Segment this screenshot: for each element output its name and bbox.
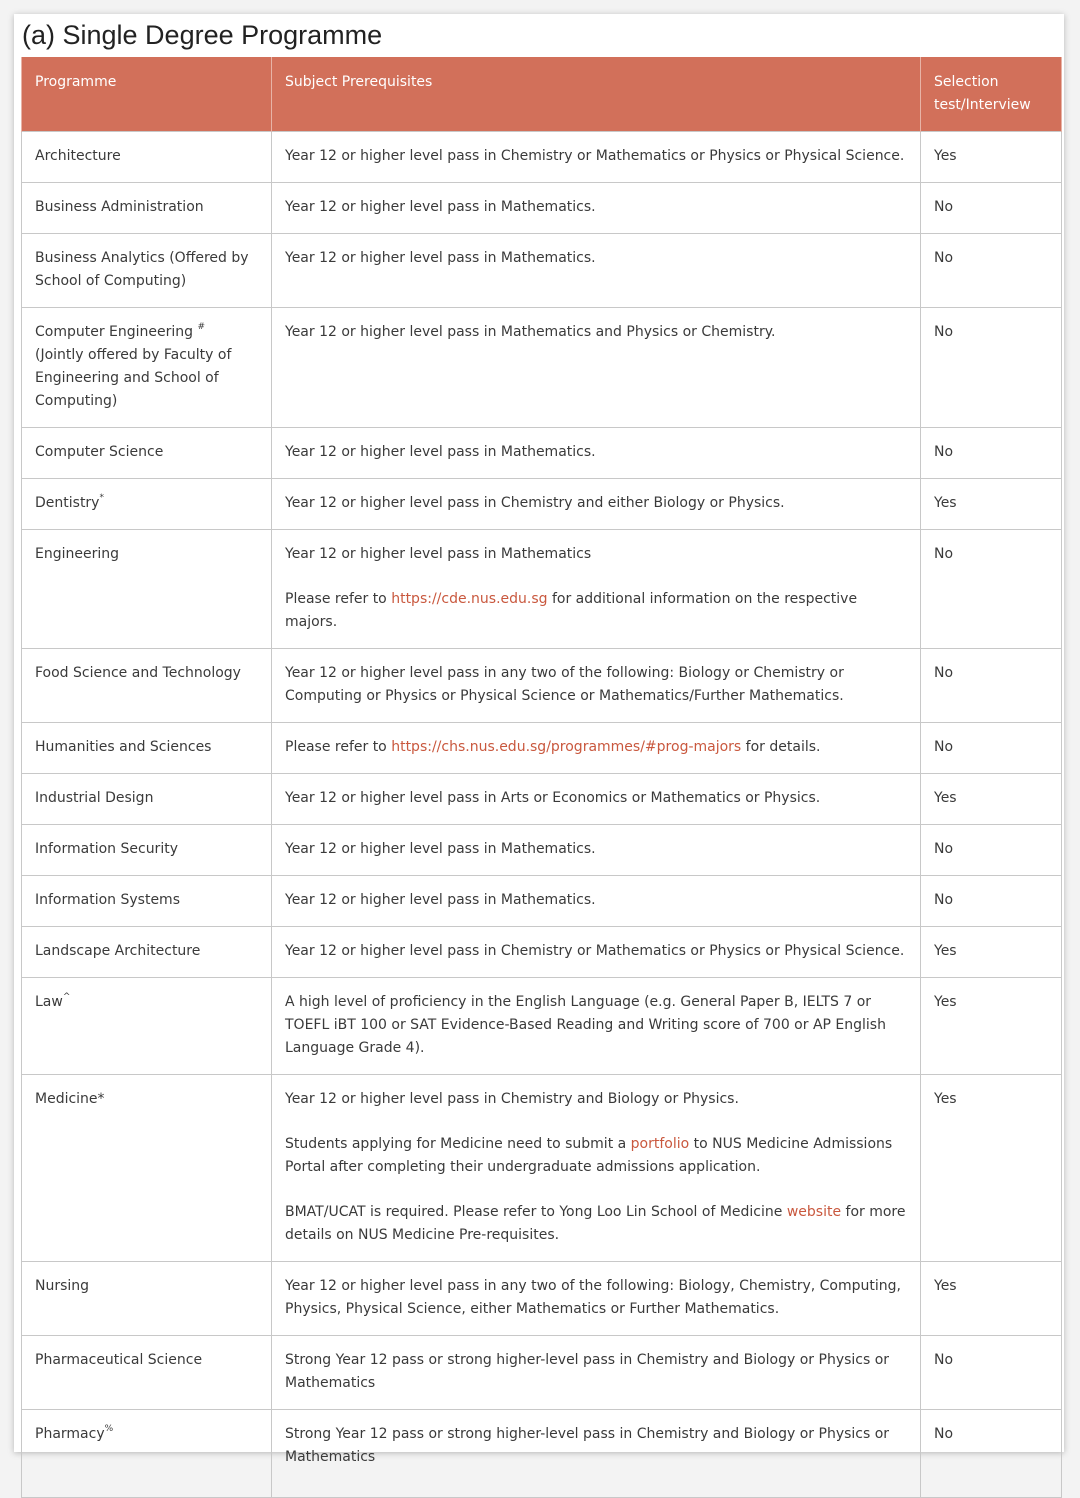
programme-cell <box>22 308 272 428</box>
programme-cell <box>22 234 272 308</box>
prerequisite-note <box>285 588 907 634</box>
table-row <box>22 1410 1062 1498</box>
selection-cell: No <box>921 876 1062 927</box>
prerequisite-text: Year 12 or higher level pass in any two of the following: Biology or Chemistry or Computing or Physics or Physical Science or Mathematics/Further Mathematics. <box>285 665 844 704</box>
selection-cell: No <box>921 183 1062 234</box>
table-header-row <box>22 57 1062 132</box>
prerequisite-cell <box>272 1075 921 1262</box>
footnote-mark: ^ <box>62 992 71 1002</box>
table-row <box>22 774 1062 825</box>
prerequisite-text: Year 12 or higher level pass in Chemistry and Biology or Physics. <box>285 1091 739 1107</box>
selection-cell: No <box>921 1410 1062 1498</box>
note-text: for additional information on the respective majors. <box>285 591 858 630</box>
prerequisite-cell <box>272 649 921 723</box>
prerequisite-text: Strong Year 12 pass or strong higher-level pass in Chemistry and Biology or Physics or Mathematics <box>285 1426 890 1465</box>
selection-cell: No <box>921 1336 1062 1410</box>
prerequisite-cell <box>272 1336 921 1410</box>
programme-name: Medicine* <box>35 1091 105 1107</box>
prerequisite-text: Strong Year 12 pass or strong higher-level pass in Chemistry and Biology or Physics or Mathematics <box>285 1352 890 1391</box>
programme-cell <box>22 183 272 234</box>
programme-cell <box>22 479 272 530</box>
prerequisite-text: Year 12 or higher level pass in Chemistry or Mathematics or Physics or Physical Science. <box>285 148 905 164</box>
footnote-mark: % <box>104 1424 114 1434</box>
cde-link[interactable]: https://cde.nus.edu.sg <box>391 591 548 607</box>
selection-cell: No <box>921 649 1062 723</box>
prerequisite-text: for details. <box>741 739 821 755</box>
prerequisite-cell <box>272 876 921 927</box>
footnote-mark: # <box>197 322 206 332</box>
programme-cell <box>22 723 272 774</box>
selection-cell: Yes <box>921 978 1062 1075</box>
prerequisite-cell <box>272 1262 921 1336</box>
selection-cell: No <box>921 428 1062 479</box>
prerequisite-text: Year 12 or higher level pass in Mathematics. <box>285 841 596 857</box>
prerequisite-text: Year 12 or higher level pass in Mathematics. <box>285 199 596 215</box>
prerequisite-cell <box>272 234 921 308</box>
programme-name: Business Administration <box>35 199 204 215</box>
prerequisite-cell <box>272 479 921 530</box>
note-text: for more details on NUS Medicine Pre-requisites. <box>285 1204 906 1243</box>
selection-cell: No <box>921 825 1062 876</box>
programme-cell <box>22 927 272 978</box>
prerequisite-text: Year 12 or higher level pass in Mathematics. <box>285 444 596 460</box>
programme-name: Computer Science <box>35 444 164 460</box>
selection-cell: No <box>921 308 1062 428</box>
programme-cell <box>22 428 272 479</box>
table-row <box>22 132 1062 183</box>
programme-note: (Jointly offered by Faculty of Engineering and School of Computing) <box>35 347 232 409</box>
selection-cell: No <box>921 234 1062 308</box>
programme-name: Law <box>35 994 63 1010</box>
programme-name: Dentistry <box>35 495 100 511</box>
selection-cell: No <box>921 723 1062 774</box>
note-text: BMAT/UCAT is required. Please refer to Yong Loo Lin School of Medicine <box>285 1204 787 1220</box>
prerequisite-cell <box>272 428 921 479</box>
prerequisite-cell <box>272 927 921 978</box>
table-row <box>22 308 1062 428</box>
prerequisite-cell <box>272 774 921 825</box>
selection-cell: Yes <box>921 1075 1062 1262</box>
prerequisite-text: Year 12 or higher level pass in Chemistry and either Biology or Physics. <box>285 495 785 511</box>
website-link[interactable]: website <box>786 1204 842 1220</box>
note-text: to NUS Medicine Admissions Portal after completing their undergraduate admissions application. <box>285 1136 893 1175</box>
table-row <box>22 927 1062 978</box>
table-row <box>22 479 1062 530</box>
prerequisite-text: Year 12 or higher level pass in Chemistry or Mathematics or Physics or Physical Science. <box>285 943 905 959</box>
prerequisite-note <box>285 1201 907 1247</box>
prerequisite-text: Year 12 or higher level pass in Mathematics <box>285 546 592 562</box>
table-row <box>22 978 1062 1075</box>
selection-cell: Yes <box>921 132 1062 183</box>
table-row <box>22 1336 1062 1410</box>
programme-cell <box>22 1336 272 1410</box>
footnote-mark: * <box>99 493 104 503</box>
section-title: (a) Single Degree Programme <box>22 20 383 50</box>
prerequisite-text: Year 12 or higher level pass in Arts or Economics or Mathematics or Physics. <box>285 790 821 806</box>
prerequisite-cell <box>272 530 921 649</box>
prerequisite-note <box>285 1133 907 1179</box>
prerequisite-cell <box>272 1410 921 1498</box>
programme-name: Nursing <box>35 1278 90 1294</box>
table-row <box>22 876 1062 927</box>
programme-name: Landscape Architecture <box>35 943 201 959</box>
programme-cell <box>22 1262 272 1336</box>
prerequisite-text: A high level of proficiency in the English Language (e.g. General Paper B, IELTS 7 or TOEFL iBT 100 or SAT Evidence-Based Reading and Writing score of 700 or AP English Language Grade 4). <box>285 994 886 1056</box>
table-row <box>22 1075 1062 1262</box>
table-row <box>22 530 1062 649</box>
programme-name: Information Security <box>35 841 178 857</box>
prerequisite-cell <box>272 308 921 428</box>
programme-cell <box>22 876 272 927</box>
programme-cell <box>22 774 272 825</box>
prerequisite-text: Year 12 or higher level pass in any two of the following: Biology, Chemistry, Computing, Physics, Physical Science, either Mathematics or Further Mathematics. <box>285 1278 901 1317</box>
prerequisite-text: Year 12 or higher level pass in Mathematics and Physics or Chemistry. <box>285 324 776 340</box>
note-text: Students applying for Medicine need to submit a <box>285 1136 631 1152</box>
programme-cell <box>22 1075 272 1262</box>
prerequisite-text: Please refer to <box>285 739 392 755</box>
header-subject-prerequisites: Subject Prerequisites <box>272 57 921 132</box>
selection-cell: Yes <box>921 479 1062 530</box>
selection-cell: Yes <box>921 1262 1062 1336</box>
programme-name: Information Systems <box>35 892 180 908</box>
selection-cell: Yes <box>921 774 1062 825</box>
programme-name: Humanities and Sciences <box>35 739 212 755</box>
programme-cell <box>22 825 272 876</box>
table-row <box>22 1262 1062 1336</box>
header-selection-test: Selection test/Interview <box>921 57 1062 132</box>
programme-name: Architecture <box>35 148 121 164</box>
table-row <box>22 428 1062 479</box>
table-row <box>22 183 1062 234</box>
header-programme: Programme <box>22 57 272 132</box>
prerequisite-cell <box>272 183 921 234</box>
programme-name: Business Analytics (Offered by School of Computing) <box>35 250 249 289</box>
note-text: Please refer to <box>285 591 392 607</box>
programme-name: Pharmacy <box>35 1426 105 1442</box>
prerequisite-cell <box>272 825 921 876</box>
programme-cell <box>22 649 272 723</box>
programme-name: Computer Engineering <box>35 324 194 340</box>
programme-table <box>21 57 1062 1498</box>
prerequisite-text: Year 12 or higher level pass in Mathematics. <box>285 892 596 908</box>
programme-cell <box>22 530 272 649</box>
portfolio-link[interactable]: portfolio <box>630 1136 690 1152</box>
programme-name: Food Science and Technology <box>35 665 241 681</box>
programme-cell <box>22 132 272 183</box>
table-row <box>22 825 1062 876</box>
table-row <box>22 234 1062 308</box>
programme-name: Industrial Design <box>35 790 154 806</box>
prerequisite-cell <box>272 723 921 774</box>
prerequisite-cell <box>272 132 921 183</box>
table-row <box>22 723 1062 774</box>
selection-cell: Yes <box>921 927 1062 978</box>
prerequisite-cell <box>272 978 921 1075</box>
programme-cell <box>22 1410 272 1498</box>
programme-name: Pharmaceutical Science <box>35 1352 203 1368</box>
selection-cell: No <box>921 530 1062 649</box>
chs-link[interactable]: https://chs.nus.edu.sg/programmes/#prog-majors <box>391 739 742 755</box>
content-card <box>14 14 1064 1465</box>
programme-cell <box>22 978 272 1075</box>
table-row <box>22 649 1062 723</box>
programme-name: Engineering <box>35 546 119 562</box>
prerequisite-text: Year 12 or higher level pass in Mathematics. <box>285 250 596 266</box>
